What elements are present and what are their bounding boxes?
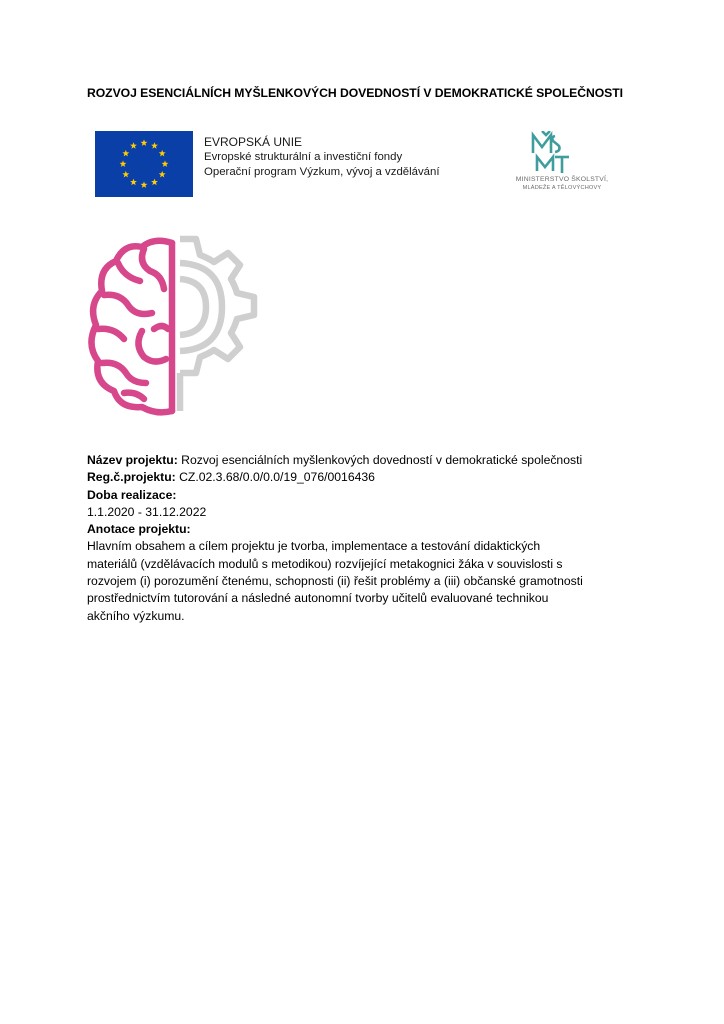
project-name-value: Rozvoj esenciálních myšlenkových dovedností v demokratické společnosti xyxy=(177,453,583,467)
eu-logo-line-1: EVROPSKÁ UNIE xyxy=(204,135,303,149)
project-name-label: Název projektu: xyxy=(87,453,178,467)
project-name-row xyxy=(87,452,647,469)
project-period-label: Doba realizace: xyxy=(87,487,177,502)
msmt-mark-icon xyxy=(497,131,627,175)
msmt-logo-text xyxy=(499,176,625,192)
eu-logo-line-3: Operační program Výzkum, vývoj a vzdělávání xyxy=(204,166,440,178)
eu-star-icon xyxy=(151,179,158,186)
eu-star-icon xyxy=(120,160,127,167)
eu-star-icon xyxy=(151,142,158,149)
annotation-line: Hlavním obsahem a cílem projektu je tvorba, implementace a testování didaktických xyxy=(87,539,541,554)
project-info xyxy=(87,452,647,625)
eu-star-icon xyxy=(141,181,148,188)
project-period-value: 1.1.2020 - 31.12.2022 xyxy=(87,504,207,519)
eu-star-icon xyxy=(159,171,166,178)
project-annotation-label: Anotace projektu: xyxy=(87,522,191,537)
annotation-line: prostřednictvím tutorování a následné autonomní tvorby učitelů evaluované technikou xyxy=(87,591,549,606)
eu-star-icon xyxy=(130,142,137,149)
eu-star-icon xyxy=(122,150,129,157)
eu-flag-icon xyxy=(95,131,193,197)
eu-star-icon xyxy=(141,139,148,146)
eu-star-icon xyxy=(162,160,169,167)
eu-star-icon xyxy=(130,179,137,186)
annotation-line: materiálů (vzdělávacích modulů s metodikou) rozvíjející metakognici žáka v souvislosti s xyxy=(87,556,563,571)
eu-logo-line-2: Evropské strukturální a investiční fondy xyxy=(204,151,403,163)
project-reg-label: Reg.č.projektu: xyxy=(87,470,176,485)
project-reg-row xyxy=(87,469,647,486)
eu-star-icon xyxy=(122,171,129,178)
eu-star-icon xyxy=(159,150,166,157)
annotation-line: akčního výzkumu. xyxy=(87,608,185,623)
annotation-line: rozvojem (i) porozumění čtenému, schopnosti (ii) řešit problémy a (iii) občanské gramotnosti xyxy=(87,574,583,589)
msmt-logo-line-1: MINISTERSTVO ŠKOLSTVÍ, xyxy=(515,176,609,183)
msmt-logo-line-2: MLÁDEŽE A TĚLOVÝCHOVY xyxy=(522,185,602,191)
page-title: ROZVOJ ESENCIÁLNÍCH MYŠLENKOVÝCH DOVEDNOSTÍ V DEMOKRATICKÉ SPOLEČNOSTI xyxy=(87,86,623,100)
eu-logo xyxy=(95,129,475,199)
project-reg-value: CZ.02.3.68/0.0/0.0/19_076/0016436 xyxy=(175,470,375,485)
msmt-logo xyxy=(497,131,627,201)
brain-gear-icon xyxy=(84,233,269,418)
eu-logo-text xyxy=(204,135,440,180)
